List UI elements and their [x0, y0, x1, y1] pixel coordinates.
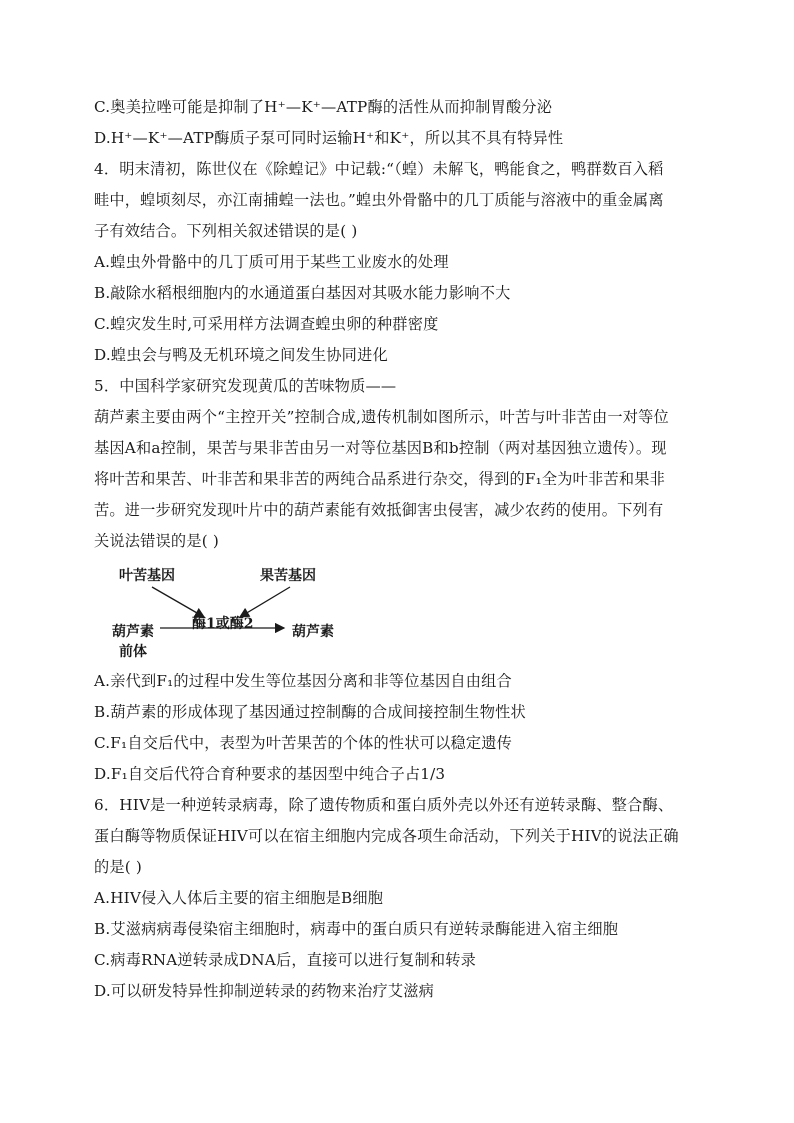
gene-pathway-diagram	[94, 565, 394, 660]
q4-option-c: C.蝗灾发生时,可采用样方法调查蝗虫卵的种群密度	[94, 315, 439, 333]
precursor-label-line1: 葫芦素	[112, 624, 154, 640]
precursor-label-line2: 前体	[119, 644, 147, 660]
q4-stem-line-3: 子有效结合。下列相关叙述错误的是( )	[94, 222, 358, 240]
product-label: 葫芦素	[292, 624, 334, 640]
q4-option-d: D.蝗虫会与鸭及无机环境之间发生协同进化	[94, 346, 388, 364]
q6-stem-line-2: 蛋白酶等物质保证HIV可以在宿主细胞内完成各项生命活动，下列关于HIV的说法正确	[94, 827, 679, 845]
q4-option-b: B.敲除水稻根细胞内的水通道蛋白基因对其吸水能力影响不大	[94, 284, 511, 302]
q5-stem-line-1: 5．中国科学家研究发现黄瓜的苦味物质——	[94, 377, 397, 395]
q6-option-c: C.病毒RNA逆转录成DNA后，直接可以进行复制和转录	[94, 951, 476, 969]
q4-stem-line-2: 畦中，蝗顷刻尽，亦江南捕蝗一法也。”蝗虫外骨骼中的几丁质能与溶液中的重金属离	[94, 191, 664, 209]
q4-stem-line-1: 4．明末清初，陈世仪在《除蝗记》中记载:“（蝗）未解飞，鸭能食之，鸭群数百入稻	[94, 160, 664, 178]
q3-option-c: C.奥美拉唑可能是抑制了H⁺—K⁺—ATP酶的活性从而抑制胃酸分泌	[94, 98, 553, 116]
q5-stem-line-2: 葫芦素主要由两个“主控开关”控制合成,遗传机制如图所示，叶苦与叶非苦由一对等位	[94, 408, 669, 426]
q3-option-d: D.H⁺—K⁺—ATP酶质子泵可同时运输H⁺和K⁺，所以其不具有特异性	[94, 129, 564, 147]
q6-stem-line-3: 的是( )	[94, 858, 143, 876]
q5-option-a: A.亲代到F₁的过程中发生等位基因分离和非等位基因自由组合	[94, 672, 512, 690]
enzyme-label: 酶1或酶2	[192, 616, 254, 632]
q5-stem-line-4: 将叶苦和果苦、叶非苦和果非苦的两纯合品系进行杂交，得到的F₁全为叶非苦和果非	[94, 470, 665, 488]
exam-page	[94, 92, 704, 1007]
q5-option-b: B.葫芦素的形成体现了基因通过控制酶的合成间接控制生物性状	[94, 703, 526, 721]
q4-option-a: A.蝗虫外骨骼中的几丁质可用于某些工业废水的处理	[94, 253, 449, 271]
q5-option-d: D.F₁自交后代符合育种要求的基因型中纯合子占1/3	[94, 765, 446, 783]
q5-stem-line-6: 关说法错误的是( )	[94, 532, 219, 550]
q5-option-c: C.F₁自交后代中，表型为叶苦果苦的个体的性状可以稳定遗传	[94, 734, 513, 752]
q5-stem-line-3: 基因A和a控制，果苦与果非苦由另一对等位基因B和b控制（两对基因独立遗传）。现	[94, 439, 667, 457]
fruit-bitter-gene-label: 果苦基因	[260, 568, 316, 584]
leaf-bitter-gene-label: 叶苦基因	[119, 568, 175, 584]
q5-stem-line-5: 苦。进一步研究发现叶片中的葫芦素能有效抵御害虫侵害，减少农药的使用。下列有	[94, 501, 664, 519]
q6-option-d: D.可以研发特异性抑制逆转录的药物来治疗艾滋病	[94, 982, 434, 1000]
q6-option-b: B.艾滋病病毒侵染宿主细胞时，病毒中的蛋白质只有逆转录酶能进入宿主细胞	[94, 920, 619, 938]
q6-option-a: A.HIV侵入人体后主要的宿主细胞是B细胞	[94, 889, 384, 907]
q6-stem-line-1: 6．HIV是一种逆转录病毒，除了遗传物质和蛋白质外壳以外还有逆转录酶、整合酶、	[94, 796, 674, 814]
